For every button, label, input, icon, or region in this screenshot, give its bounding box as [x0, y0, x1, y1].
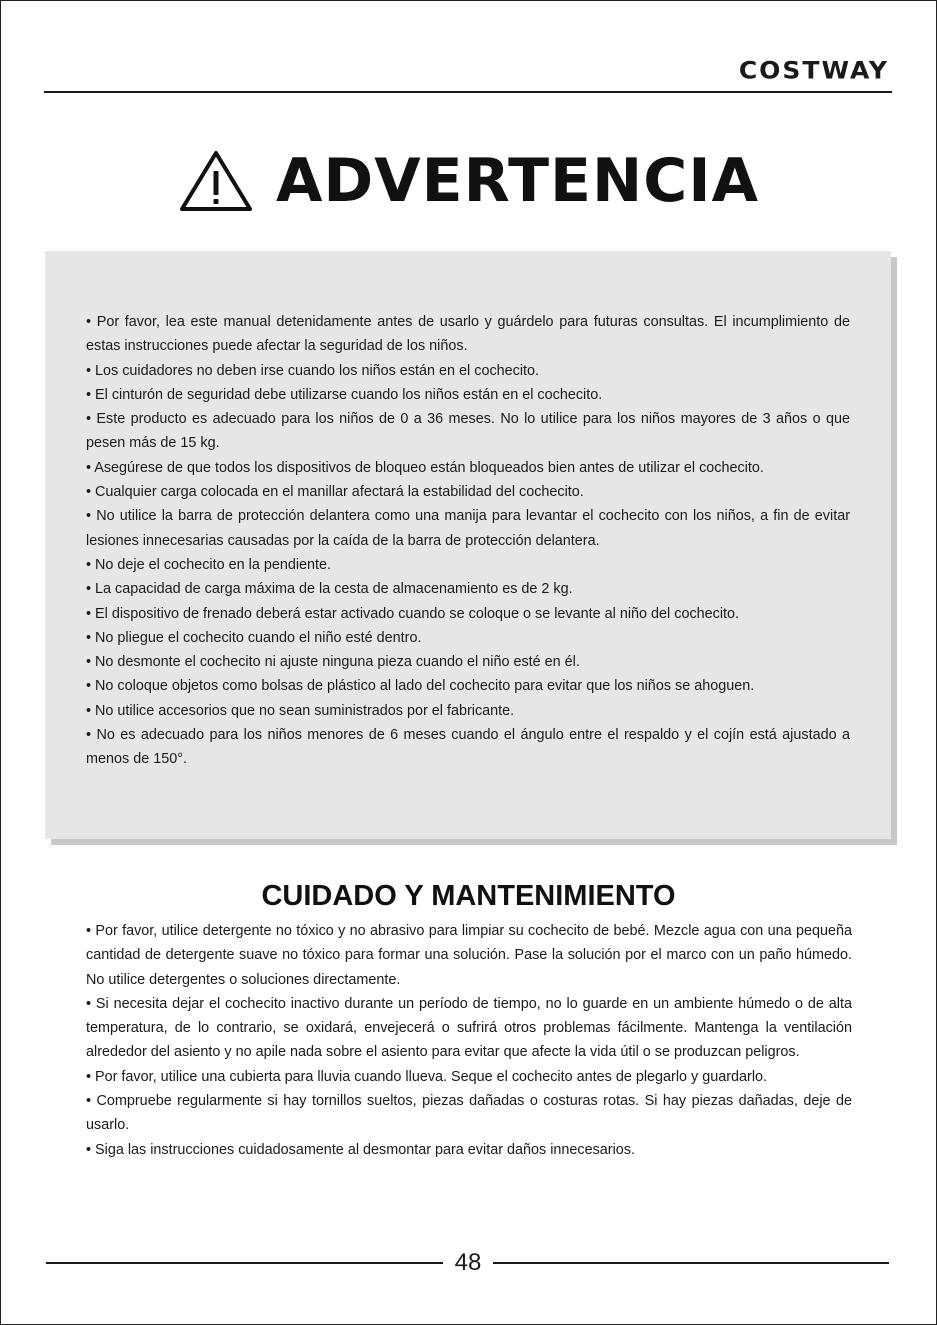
care-item: • Por favor, utilice detergente no tóxico y no abrasivo para limpiar su cochecito de bebé. Mezcle agua con una pequeña cantidad de detergente suave no tóxico para formar una solución. Pase la solución por el marco con un paño húmedo. No utilice detergentes o soluciones directamente. [86, 923, 852, 988]
warning-item: • Por favor, lea este manual detenidamente antes de usarlo y guárdelo para futuras consultas. El incumplimiento de estas instrucciones puede afectar la seguridad de los niños. [86, 314, 850, 355]
care-item: • Por favor, utilice una cubierta para lluvia cuando llueva. Seque el cochecito antes de plegarlo y guardarlo. [86, 1068, 768, 1085]
care-item: • Si necesita dejar el cochecito inactivo durante un período de tiempo, no lo guarde en un ambiente húmedo o de alta temperatura, de lo contrario, se oxidará, envejecerá o sufrirá otros problemas fácilmente. Mantenga la ventilación alrededor del asiento y no apile nada sobre el asiento para evitar que afecte la vida útil o se produzcan peligros. [86, 995, 852, 1061]
care-item: • Compruebe regularmente si hay tornillos sueltos, piezas dañadas o costuras rotas. Si hay piezas dañadas, deje de usarlo. [86, 1093, 852, 1134]
warning-item: • Los cuidadores no deben irse cuando los niños están en el cochecito. [86, 362, 540, 379]
warning-item: • No pliegue el cochecito cuando el niño esté dentro. [86, 629, 422, 646]
warning-item: • No deje el cochecito en la pendiente. [86, 556, 332, 573]
warning-item: • No desmonte el cochecito ni ajuste ninguna pieza cuando el niño esté en él. [86, 654, 580, 671]
warning-title: ADVERTENCIA [275, 146, 760, 216]
warning-item: • No utilice la barra de protección delantera como una manija para levantar el cochecito con los niños, a fin de evitar lesiones innecesarias causadas por la caída de la barra de protección delantera. [86, 508, 850, 549]
header-divider [44, 91, 892, 93]
warning-item: • No coloque objetos como bolsas de plástico al lado del cochecito para evitar que los niños se ahoguen. [86, 678, 755, 695]
brand-logo: COSTWAY [738, 56, 889, 85]
care-title: CUIDADO Y MANTENIMIENTO [261, 880, 676, 912]
warning-item: • Este producto es adecuado para los niños de 0 a 36 meses. No lo utilice para los niños mayores de 3 años o que pesen más de 15 kg. [86, 411, 850, 452]
care-list [86, 919, 852, 1162]
warning-item: • Asegúrese de que todos los dispositivos de bloqueo están bloqueados bien antes de utilizar el cochecito. [86, 459, 764, 476]
warning-item: • La capacidad de carga máxima de la cesta de almacenamiento es de 2 kg. [86, 581, 573, 598]
warning-item: • Cualquier carga colocada en el manillar afectará la estabilidad del cochecito. [86, 484, 584, 501]
warning-list [86, 310, 850, 772]
page-number: 48 [454, 1249, 482, 1276]
footer-divider-left [46, 1262, 443, 1264]
warning-item: • No es adecuado para los niños menores de 6 meses cuando el ángulo entre el respaldo y el cojín está ajustado a menos de 150°. [86, 727, 850, 768]
footer-divider-right [493, 1262, 889, 1264]
warning-item: • No utilice accesorios que no sean suministrados por el fabricante. [86, 702, 515, 719]
warning-triangle-icon [178, 149, 254, 213]
warning-heading [0, 146, 937, 216]
warning-item: • El dispositivo de frenado deberá estar activado cuando se coloque o se levante al niño del cochecito. [86, 605, 740, 622]
warning-item: • El cinturón de seguridad debe utilizarse cuando los niños están en el cochecito. [86, 386, 603, 403]
care-item: • Siga las instrucciones cuidadosamente al desmontar para evitar daños innecesarios. [86, 1141, 635, 1158]
